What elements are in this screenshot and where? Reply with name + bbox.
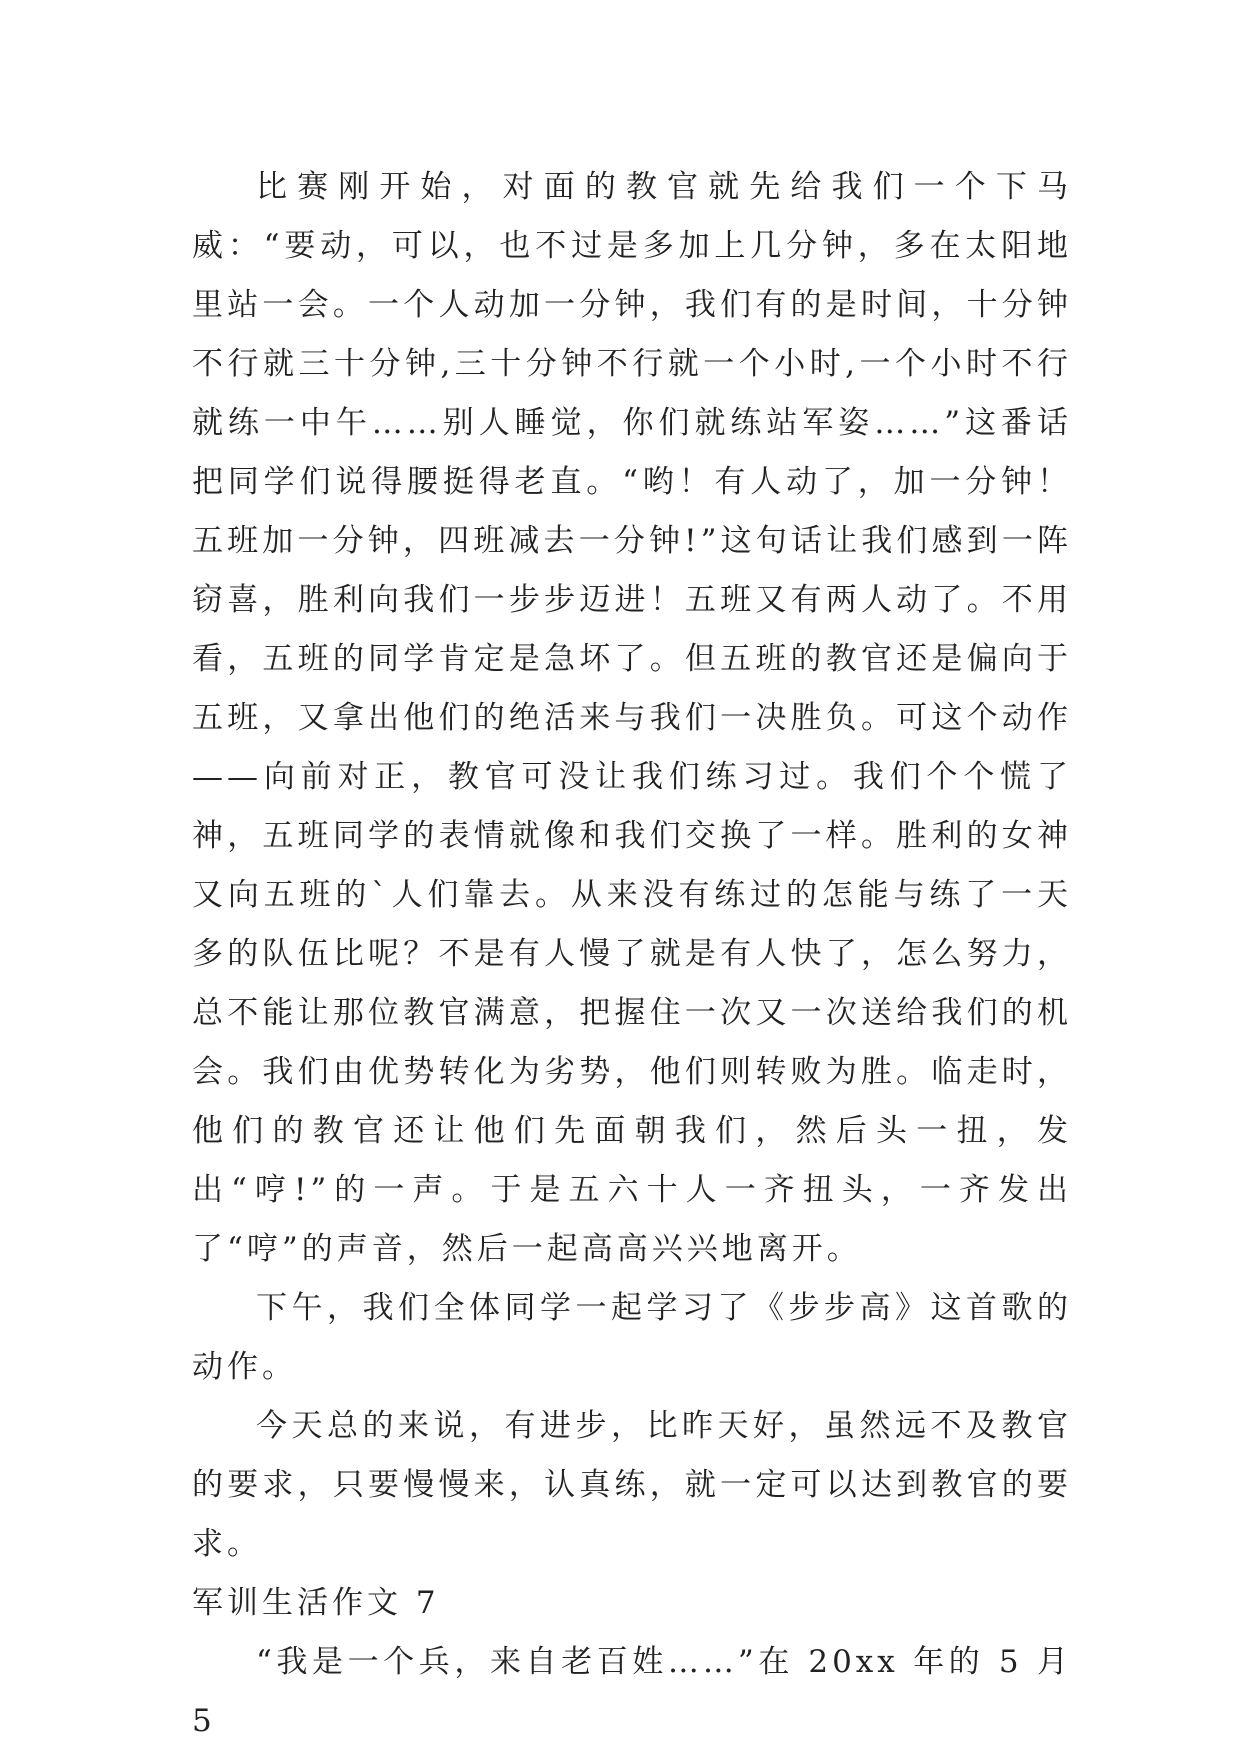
paragraph-summary: 今天总的来说，有进步，比昨天好，虽然远不及教官的要求，只要慢慢来，认真练，就一定可以达到教官的要求。 xyxy=(192,1408,1072,1562)
section-title: 军训生活作文 7 xyxy=(192,1585,440,1621)
paragraph-afternoon: 下午，我们全体同学一起学习了《步步高》这首歌的动作。 xyxy=(192,1290,1072,1385)
body-text xyxy=(192,158,1072,1751)
paragraph-opening: “我是一个兵，来自老百姓……”在 20xx 年的 5 月 5 xyxy=(192,1644,1072,1739)
paragraph-competition: 比赛刚开始，对面的教官就先给我们一个下马威：“要动，可以，也不过是多加上几分钟，多在太阳地里站一会。一个人动加一分钟，我们有的是时间，十分钟不行就三十分钟,三十分钟不行就一个小时,一个小时不行就练一中午……别人睡觉，你们就练站军姿……”这番话把同学们说得腰挺得老直。“哟！有人动了，加一分钟！五班加一分钟，四班减去一分钟!”这句话让我们感到一阵窃喜，胜利向我们一步步迈进！五班又有两人动了。不用看，五班的同学肯定是急坏了。但五班的教官还是偏向于五班，又拿出他们的绝活来与我们一决胜负。可这个动作——向前对正，教官可没让我们练习过。我们个个慌了神，五班同学的表情就像和我们交换了一样。胜利的女神又向五班的`人们靠去。从来没有练过的怎能与练了一天多的队伍比呢？不是有人慢了就是有人快了，怎么努力，总不能让那位教官满意，把握住一次又一次送给我们的机会。我们由优势转化为劣势，他们则转败为胜。临走时，他们的教官还让他们先面朝我们，然后头一扭，发出“哼!”的一声。于是五六十人一齐扭头，一齐发出了“哼”的声音，然后一起高高兴兴地离开。 xyxy=(192,169,1072,1267)
